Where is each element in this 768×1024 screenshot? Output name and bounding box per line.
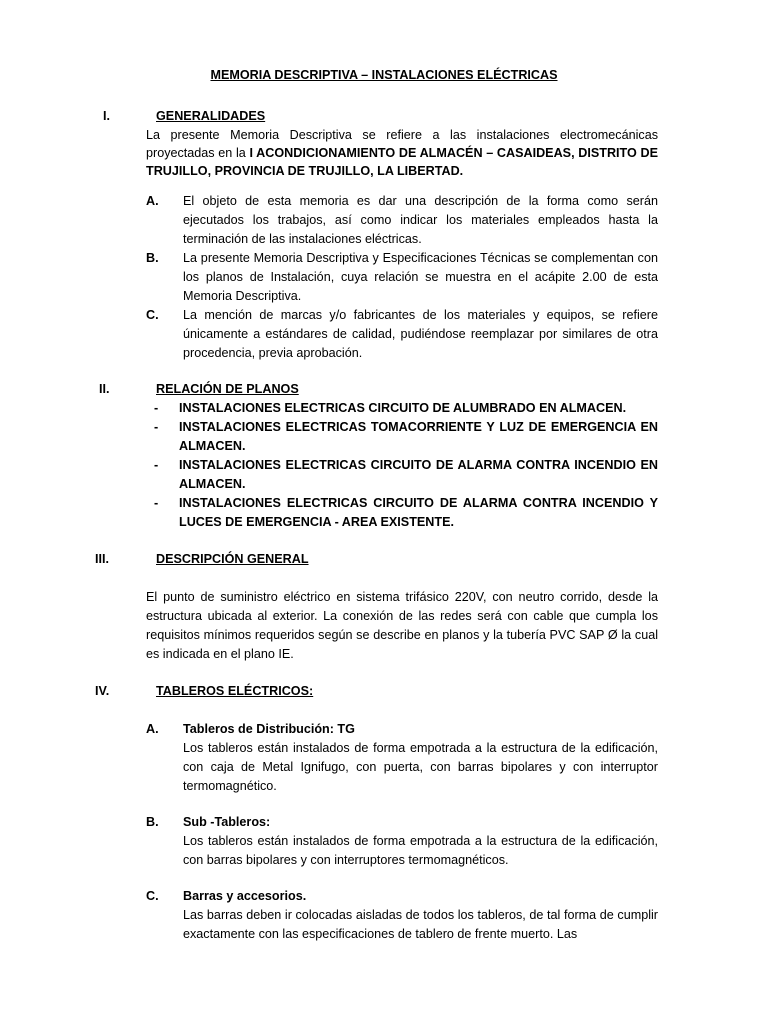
section-1-intro-project: I ACONDICIONAMIENTO DE ALMACÉN – CASAIDEAS, DISTRITO DE TRUJILLO, PROVINCIA DE TRUJILLO, LA LIBERTAD.	[146, 146, 658, 178]
plan-title: INSTALACIONES ELECTRICAS TOMACORRIENTE Y LUZ DE EMERGENCIA EN ALMACEN.	[179, 420, 658, 453]
plan-list-item	[154, 456, 658, 494]
item-text: Las barras deben ir colocadas aisladas de todos los tableros, de tal forma de cumplir exactamente con las especificaciones de tablero de frente muerto. Las	[183, 908, 658, 941]
section-2-heading: RELACIÓN DE PLANOS	[156, 382, 299, 396]
item-letter: A.	[146, 722, 159, 736]
section-1-heading: GENERALIDADES	[156, 109, 266, 123]
item-text: Los tableros están instalados de forma empotrada a la estructura de la edificación, con caja de Metal Ignifugo, con puerta, con barras bipolares y con interruptor termomagnético.	[183, 741, 658, 793]
plan-list-item	[154, 399, 658, 418]
item-text: La presente Memoria Descriptiva y Especificaciones Técnicas se complementan con los planos de Instalación, cuya relación se muestra en el acápite 2.00 de esta Memoria Descriptiva.	[183, 251, 658, 303]
plan-title: INSTALACIONES ELECTRICAS CIRCUITO DE ALUMBRADO EN ALMACEN.	[179, 401, 627, 415]
item-letter: B.	[146, 815, 159, 829]
section-2-number: II.	[99, 382, 110, 396]
item-text: La mención de marcas y/o fabricantes de los materiales y equipos, se refiere únicamente a estándares de calidad, pudiéndose reemplazar por similares de otra procedencia, previa aprobación.	[183, 308, 658, 360]
section-3-number: III.	[95, 552, 109, 566]
section-4-number: IV.	[95, 684, 110, 698]
dash-bullet: -	[154, 496, 159, 510]
section-3-text: El punto de suministro eléctrico en sistema trifásico 220V, con neutro corrido, desde la estructura ubicada al exterior. La conexión de las redes será con cable que cumpla los requisitos mínimos requeridos según se describe en planos y la tubería PVC SAP Ø la cual es indicada en el plano IE.	[146, 590, 658, 661]
section-4-item-a	[146, 720, 658, 796]
item-heading: Barras y accesorios.	[183, 889, 307, 903]
section-3-heading: DESCRIPCIÓN GENERAL	[156, 552, 309, 566]
item-letter: C.	[146, 889, 159, 903]
item-letter: C.	[146, 308, 159, 322]
section-1-item-b	[146, 249, 658, 306]
item-letter: B.	[146, 251, 159, 265]
item-heading: Sub -Tableros:	[183, 815, 271, 829]
section-4-item-b	[146, 813, 658, 870]
section-1-intro	[146, 126, 658, 180]
dash-bullet: -	[154, 401, 159, 415]
section-1-number: I.	[103, 109, 110, 123]
item-letter: A.	[146, 194, 159, 208]
dash-bullet: -	[154, 458, 159, 472]
item-text: El objeto de esta memoria es dar una descripción de la forma como serán ejecutados los trabajos, así como indicar los materiales empleados hasta la terminación de las instalaciones eléctricas.	[183, 194, 658, 246]
item-heading: Tableros de Distribución: TG	[183, 722, 355, 736]
dash-bullet: -	[154, 420, 159, 434]
plan-title: INSTALACIONES ELECTRICAS CIRCUITO DE ALARMA CONTRA INCENDIO Y LUCES DE EMERGENCIA - AREA EXISTENTE.	[179, 496, 658, 529]
document-title: MEMORIA DESCRIPTIVA – INSTALACIONES ELÉCTRICAS	[210, 68, 558, 82]
section-1-item-c	[146, 306, 658, 363]
plan-list-item	[154, 418, 658, 456]
item-text: Los tableros están instalados de forma empotrada a la estructura de la edificación, con barras bipolares y con interruptores termomagnéticos.	[183, 834, 658, 867]
plan-title: INSTALACIONES ELECTRICAS CIRCUITO DE ALARMA CONTRA INCENDIO EN ALMACEN.	[179, 458, 658, 491]
plan-list-item	[154, 494, 658, 532]
section-1-intro-text: La presente Memoria Descriptiva se refiere a las instalaciones electromecánicas proyectadas en la	[146, 128, 658, 160]
section-4-heading: TABLEROS ELÉCTRICOS:	[156, 684, 314, 698]
section-4-item-c	[146, 887, 658, 944]
section-1-item-a	[146, 192, 658, 249]
